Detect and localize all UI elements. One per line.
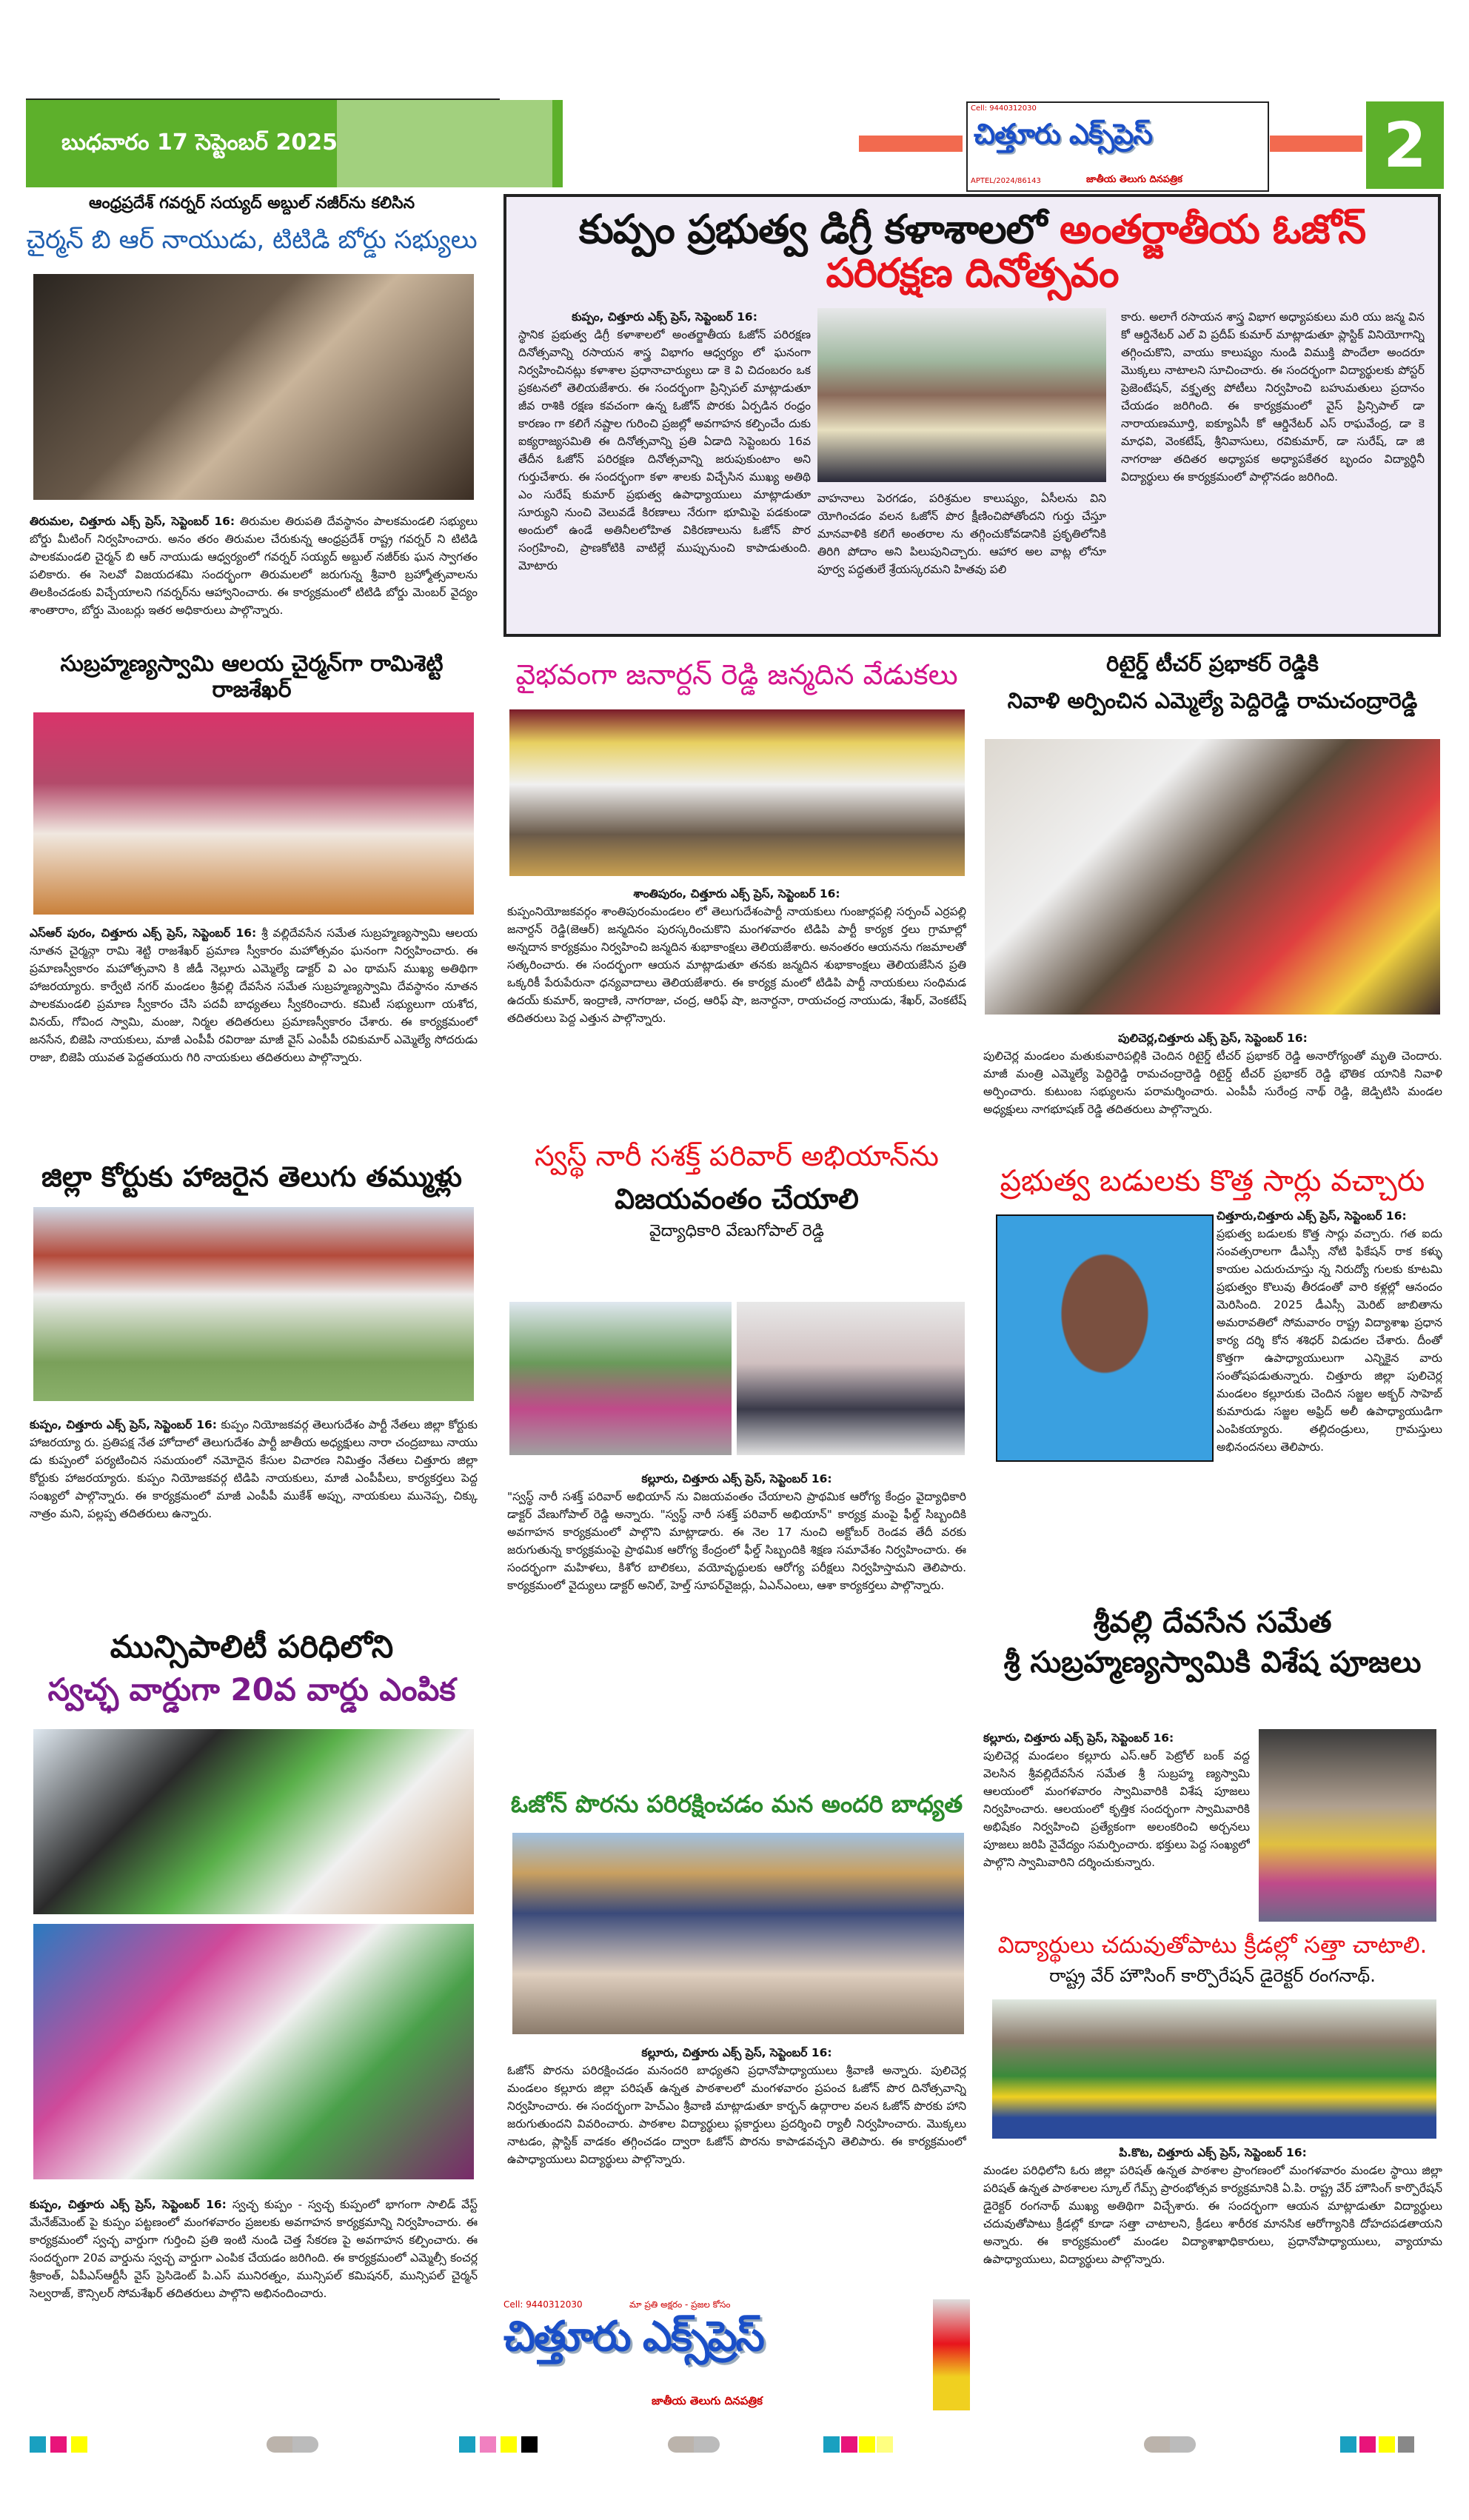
accent-bar-right — [1270, 136, 1362, 152]
puja-photo — [1259, 1729, 1436, 1922]
sports-body: మండల పరిధిలోని ఓరు జిల్లా పరిషత్ ఉన్నత పాఠశాల ప్రాంగణంలో మంగళవారం మండల స్థాయి జిల్లా పరిషత్ ఉన్నత పాఠశాలల స్కూల్ గేమ్స్ ప్రారంభోత్సవ కార్యక్రమానికి ఏ.పి. రాష్ట్ర వేర్ హౌసింగ్ కార్పొరేషన్ డైరెక్టర్ రంగనాథ్ ముఖ్య అతిథిగా విచ్చేశారు. ఈ సందర్భంగా ఆయన మాట్లాడుతూ విద్యార్థులు చదువుతోపాటు క్రీడల్లో కూడా సత్తా చాటాలని, క్రీడలు శారీరక మానసిక ఆరోగ్యానికి దోహదపడతాయని అన్నారు. ఈ కార్యక్రమంలో మండల విద్యాశాఖాధికారులు, ప్రధానోపాధ్యాయులు, వ్యాయామ ఉపాధ్యాయులు, విద్యార్థులు పాల్గొన్నారు. — [983, 2164, 1442, 2267]
governor-headline: చైర్మన్ బి ఆర్ నాయుడు, టిటిడి బోర్డు సభ్యులు — [26, 225, 478, 255]
sports-headline: విద్యార్థులు చదువుతోపాటు క్రీడల్లో సత్తా చాటాలి. — [997, 1932, 1428, 1959]
page-number: 2 — [1366, 101, 1444, 189]
sports-body-block — [983, 2144, 1442, 2418]
birthday-photo — [509, 709, 965, 876]
sports-subhead: రాష్ట్ర వేర్ హౌసింగ్ కార్పొరేషన్ డైరెక్టర్ రంగనాథ్. — [1049, 1965, 1376, 1986]
color-mark-magenta-2 — [841, 2436, 857, 2453]
teacher-tribute-byline: పులిచెర్ల,చిత్తూరు ఎక్స్ ప్రెస్, సెప్టెంబర్ 16: — [1118, 1032, 1308, 1045]
accent-bar-left — [859, 136, 963, 152]
court-byline: కుప్పం, చిత్తూరు ఎక్స్ ప్రెస్, సెప్టెంబర్ 16: — [30, 1418, 217, 1431]
lead-body-col1 — [518, 308, 811, 626]
date-banner — [26, 100, 563, 187]
court-body-block — [30, 1416, 478, 1623]
governor-article-body — [30, 512, 478, 649]
color-mark-pink — [480, 2436, 496, 2453]
birthday-body: కుప్పంనియోజకవర్గం శాంతిపురంమండలం లో తెలుగుదేశంపార్టీ నాయకులు గుంజార్లపల్లి సర్పంచ్ ఎర్రపల్లి జనార్దన్ రెడ్డి(జెఆర్) జన్మదినం పురస్కరించుకొని మంగళవారం టిడిపి పార్టీ కార్యక ర్తలు గ్రామాల్లో అన్నదాన కార్యక్రమం నిర్వహించి జన్మదిన శుభాకాంక్షలు తెలియజేశారు. అనంతరం ఆయనను గజమాలతో సత్కరించారు. ఈ సందర్భంగా ఆయన మాట్లాడుతూ తనకు జన్మదిన శుభాకాంక్షలు తెలియజేసిన ప్రతి ఒక్కరికీ పేరుపేరునా ధన్యవాదాలు తెలియజేశారు. ఈ కార్యక్ర మంలో టిడిపి పార్టీ నాయకులు సంధిమడ ఉదయ్ కుమార్, ఇంద్రాణి, నాగరాజు, చంద్ర, ఆరిఫ్ షా, జనార్దనా, రాయచంద్ర నాయుడు, శేఖర్, వెంకటేష్ తదితరులు పెద్ద ఎత్తున పాల్గొన్నారు. — [507, 905, 966, 1026]
teacher-tribute-photo — [985, 739, 1440, 1015]
color-mark-black — [521, 2436, 538, 2453]
sports-byline: పి.కొట, చిత్తూరు ఎక్స్ ప్రెస్, సెప్టెంబర్ 16: — [1119, 2146, 1307, 2159]
new-teachers-body: ప్రభుత్వ బడులకు కొత్త సార్లు వచ్చారు. గత ఐదు సంవత్సరాలగా డీఎస్సీ నోటి ఫికేషన్ రాక కళ్ళు కాయల ఎదురుచూస్తు న్న నిరుద్యో గులకు కూటమి ప్రభుత్వం కొలువు తీరడంతో వారి కళ్లల్లో ఆనందం మెరిసింది. 2025 డీఎస్సీ మెరిట్ జాబితాను అమరావతిలో సోమవారం రాష్ట్ర విద్యాశాఖ ప్రధాన కార్య దర్శి కోన శశిధర్ విడుదల చేశారు. దీంతో కొత్తగా ఉపాధ్యాయులుగా ఎన్నికైన వారు సంతోషపడుతున్నారు. చిత్తూరు జిల్లా పులిచెర్ల మండలం కల్లూరుకు చెందిన సజ్జల అక్బర్ సాహెబ్ కుమారుడు సజ్జల అఫ్రిద్ అలీ ఉపాధ్యాయుడిగా ఎంపికయ్యారు. తల్లిదండ్రులు, గ్రామస్తులు అభినందనలు తెలిపారు. — [1217, 1227, 1442, 1454]
women-health-photo-2 — [737, 1302, 965, 1455]
teacher-tribute-body: పులిచెర్ల మండలం మతుకువారిపల్లికి చెందిన రిటైర్డ్ టీచర్ ప్రభాకర్ రెడ్డి అనారోగ్యంతో మృతి చెందారు. మాజీ మంత్రి ఎమ్మెల్యే పెద్దిరెడ్డి రామచంద్రారెడ్డి రిటైర్డ్ టీచర్ ప్రభాకర్ రెడ్డి భౌతిక యానికి నివాళి అర్పించారు. కుటుంబ సభ్యులను పరామర్శించారు. ఎంపీపీ సురేంద్ర నాథ్ రెడ్డి, జెడ్పిటిసి మండల అధ్యక్షులు నాగభూషణ్ రెడ్డి తదితరులు పాల్గొన్నారు. — [983, 1049, 1442, 1117]
teacher-tribute-headline-1: రిటైర్డ్ టీచర్ ప్రభాకర్ రెడ్డికి — [1106, 651, 1319, 676]
color-mark-magenta-3 — [1359, 2436, 1376, 2453]
color-mark-cyan-3 — [823, 2436, 840, 2453]
governor-body: తిరుమల తిరుపతి దేవస్థానం పాలకమండలి సభ్యులు బోర్డు మీటింగ్ నిర్వహించారు. అనం తరం తిరుమల చేరుకున్న ఆంధ్రప్రదేశ్ రాష్ట్ర గవర్నర్ ని టిటిడి పాలకమండలి చైర్మన్ బి ఆర్ నాయుడు ఆధ్వర్యంలో గవర్నర్ సయ్యద్ అబ్దుల్ నజీర్‌కు ఘన స్వాగతం పలికారు. ఈ సెలవో విజయదశమి సందర్భంగా తిరుమలలో జరుగున్న శ్రీవారి బ్రహ్మోత్సవాలను తిలకించడంకు విచ్చేయాలని గవర్నర్‌ను ఆహ్వానించారు. ఈ కార్యక్రమంలో టిటిడి బోర్డు మెంబర్ వైద్యం శాంతారాం, బోర్డు మెంబర్లు ఇతర అధికారులు పాల్గొన్నారు. — [30, 515, 478, 618]
color-mark-cyan-2 — [459, 2436, 475, 2453]
footer-logo-phone: Cell: 9440312030 — [503, 2299, 583, 2310]
ward-headline-purple: స్వచ్ఛ వార్డుగా 20వ వార్డు ఎంపిక — [47, 1671, 456, 1708]
logo-phone: Cell: 9440312030 — [971, 104, 1037, 113]
lead-headline-black: కుప్పం ప్రభుత్వ డిగ్రీ కళాశాలలో — [578, 206, 1047, 253]
color-mark-magenta — [50, 2436, 67, 2453]
ward-byline: కుప్పం, చిత్తూరు ఎక్స్ ప్రెస్, సెప్టెంబర్ 16: — [30, 2198, 227, 2211]
footer-logo — [503, 2299, 970, 2410]
temple-chairman-body-block — [30, 924, 478, 1161]
lead-body-2: వాహనాలు పెరగడం, పరిశ్రమల కాలుష్యం, ఏసీలను విని యోగించడం వలన ఓజోన్ పొర క్షీణించిపోతోందని గుర్తు చేస్తూ మానవాళికి కలిగే అంతరాల ను తగ్గించుకోవడానికి ప్రకృతిలోనికి తిరిగి పోదాం అని పిలుపునిచ్చారు. ఆహార అల వాట్ల లోనూ పూర్వ పద్ధతులే శ్రేయస్కరమని హితవు పలి — [817, 492, 1106, 577]
new-teachers-headline: ప్రభుత్వ బడులకు కొత్త సార్లు వచ్చారు — [1000, 1164, 1425, 1198]
ozone-school-headline: ఓజోన్ పొరను పరిరక్షించడం మన అందరి బాధ్యత — [510, 1790, 963, 1818]
temple-chairman-body: శ్రీ వల్లిదేవసేన సమేత సుబ్రహ్మణ్యస్వామి ఆలయ నూతన చైర్మన్గా రామి శెట్టి రాజశేఖర్ ప్రమాణ స్వీకారం మహోత్సవం ఘనంగా నిర్వహించారు. ఈ ప్రమాణస్వీకారం మహోత్సవాని కి జీడీ నెల్లూరు ఎమ్మెల్యే డాక్టర్ వి ఎం థామస్ ముఖ్య అతిథిగా హాజరయ్యారు. కార్వేటి నగర్ మండలం శ్రీవల్లి దేవసేన సమేత సుబ్రహ్మణ్యస్వామి దేవస్థానం నూతన పాలకమండలి ప్రమాణ స్వీకారం చేసి పదవీ బాధ్యతలు స్వీకరించారు. కమిటీ సభ్యులుగా యశోద, వినయ్, గోవింద స్వామి, మంజు, నిర్మల తదితరులు ప్రమాణస్వీకారం చేశారు. ఈ కార్యక్రమంలో జనసేన, బిజెపి నాయకులు, మాజీ ఎంపీపీ రవిరాజు మాజీ వైస్ ఎంపీపీ రవికుమార్ ఎమ్మెల్యే సోదరుడు రాజా, బిజెపి యువత పెద్దతయురు గిరి నాయకులు తదితరులు పాల్గొన్నారు. — [30, 926, 478, 1065]
ozone-school-body-block — [507, 2044, 966, 2292]
new-teachers-body-block — [983, 1207, 1442, 1600]
ward-body: స్వచ్ఛ కుప్పం - స్వచ్ఛ కుప్పంలో భాగంగా సాలిడ్ వేస్ట్ మేనేజ్‌మెంట్ పై కుప్పం పట్టణంలో మంగళవారం ప్రజలకు అవగాహన కార్యక్రమాన్ని నిర్వహించారు. ఈ కార్యక్రమంలో స్వచ్ఛ వార్డుగా గుర్తించి ప్రతి ఇంటి నుండి చెత్త సేకరణ పై అవగాహన కల్పించారు. ఈ సందర్భంగా 20వ వార్డును స్వచ్ఛ వార్డుగా ఎంపిక చేయడం జరిగింది. ఈ కార్యక్రమంలో ఎమ్మెల్సీ కంచర్ల శ్రీకాంత్, ఏపీఎస్ఆర్టీసీ వైస్ ప్రెసిడెంట్ పి.ఎస్ మునిరత్నం, మున్సిపల్ కమిషనర్, మున్సిపల్ చైర్మన్ సెల్వరాజ్, కౌన్సిలర్ సోమశేఖర్ తదితరులు పాల్గొని అభినందించారు. — [30, 2198, 478, 2301]
women-health-headline-red: స్వస్థ్ నారీ సశక్త్ పరివార్ అభియాన్‌ను — [535, 1140, 939, 1172]
puja-body: పులిచెర్ల మండలం కల్లూరు ఎస్.ఆర్ పెట్రోల్ బంక్ వద్ద వెలసిన శ్రీవల్లిదేవసేన సమేత శ్రీ సుబ్రహ్మ ణ్యస్వామి ఆలయంలో మంగళవారం స్వామివారికి విశేష పూజలు నిర్వహించారు. ఆలయంలో కృత్తిక సందర్భంగా స్వామివారికి అభిషేకం నిర్వహించి ప్రత్యేకంగా అలంకరించి అర్చనలు పూజలు జరిపి నైవేద్యం సమర్పించారు. భక్తులు పెద్ద సంఖ్యలో పాల్గొని స్వామివారిని దర్శించుకున్నారు. — [983, 1749, 1250, 1870]
color-mark-cyan-4 — [1340, 2436, 1356, 2453]
teacher-tribute-headline-2: నివాళి అర్పించిన ఎమ్మెల్యే పెద్దిరెడ్డి రామచంద్రారెడ్డి — [1007, 688, 1418, 713]
teacher-tribute-body-block — [983, 1029, 1442, 1140]
court-headline: జిల్లా కోర్టుకు హాజరైన తెలుగు తమ్ముళ్లు — [41, 1160, 462, 1193]
temple-chairman-byline: ఎస్ఆర్ పురం, చిత్తూరు ఎక్స్ ప్రెస్, సెప్టెంబర్ 16: — [30, 926, 257, 940]
footer-logo-tagline: జాతీయ తెలుగు దినపత్రిక — [652, 2394, 763, 2407]
ward-body-block — [30, 2196, 478, 2418]
lead-body-3: కారు. అలాగే రసాయన శాస్త్ర విభాగ అధ్యాపకులు మరి యు జన్మ విన కో ఆర్డినేటర్ ఎల్ వి ప్రదీప్ కుమార్ మాట్లాడుతూ ప్లాస్టిక్ వినియోగాన్ని తగ్గించుకొని, వాయు కాలుష్యం నుండి విముక్తి పొందేలా అందరూ మొక్కలు నాటాలని సూచించారు. ఈ సందర్భంగా విద్యార్థులకు పోస్టర్ ప్రెజెంటేషన్, వక్తృత్వ పోటీలు నిర్వహించి బహుమతులు ప్రదానం చేయడం జరిగింది. ఈ కార్యక్రమంలో వైస్ ప్రిన్సిపాల్ డా నారాయణమూర్తి, ఐక్యూఏసీ కో ఆర్డినేటర్ ఎస్ రాఘవేంద్ర, డా కె మాధవి, వెంకటేష్, శ్రీనివాసులు, రవికుమార్, డా సురేష్, డా జి నాగరాజు తదితర అధ్యాపక అధ్యాపకేతర బృందం విద్యార్థినీ విద్యార్థులు ఈ కార్యక్రమంలో పాల్గొనడం జరిగింది. — [1121, 310, 1425, 484]
birthday-headline: వైభవంగా జనార్దన్ రెడ్డి జన్మదిన వేడుకలు — [515, 658, 958, 691]
puja-byline: కల్లూరు, చిత్తూరు ఎక్స్ ప్రెస్, సెప్టెంబర్ 16: — [983, 1731, 1174, 1745]
temple-chairman-headline: సుబ్రహ్మణ్యస్వామి ఆలయ చైర్మన్‌గా రామిశెట్టి రాజశేఖర్ — [60, 651, 444, 703]
women-health-byline: కల్లూరు, చిత్తూరు ఎక్స్ ప్రెస్, సెప్టెంబర్ 16: — [641, 1472, 832, 1485]
birthday-body-block — [507, 885, 966, 1126]
logo-name: చిత్తూరు ఎక్స్‌ప్రెస్ — [974, 118, 1152, 150]
color-mark-gray — [1398, 2436, 1414, 2453]
footer-logo-badge — [933, 2299, 970, 2410]
color-mark-cyan — [30, 2436, 46, 2453]
ozone-school-body: ఓజోన్ పొరను పరిరక్షించడం మనందరి బాధ్యతని ప్రధానోపాధ్యాయులు శ్రీవాణి అన్నారు. పులిచెర్ల మండలం కల్లూరు జిల్లా పరిషత్ ఉన్నత పాఠశాలలో మంగళవారం ప్రపంచ ఓజోన్ పొర దినోత్సవాన్ని నిర్వహించారు. ఈ సందర్భంగా హెచ్ఎం శ్రీవాణి మాట్లాడుతూ కార్బన్ ఉద్గారాల వలన ఓజోన్ పొరకు హాని జరుగుతుందని వివరించారు. పాఠశాల విద్యార్థులు ప్లకార్డులు ప్రదర్శించి ర్యాలీ నిర్వహించారు. మొక్కలు నాటడం, ప్లాస్టిక్ వాడకం తగ్గించడం ద్వారా ఓజోన్ పొరను కాపాడవచ్చని తెలిపారు. ఈ కార్యక్రమంలో ఉపాధ్యాయులు విద్యార్థులు పాల్గొన్నారు. — [507, 2064, 966, 2167]
puja-headline-1: శ్రీవల్లి దేవసేన సమేత — [1093, 1605, 1332, 1640]
puja-body-block — [983, 1729, 1250, 1925]
registration-mark-right — [1144, 2436, 1196, 2453]
date-banner-fill — [337, 100, 563, 187]
puja-headline-2: శ్రీ సుబ్రహ్మణ్యస్వామికి విశేష పూజలు — [1003, 1645, 1422, 1680]
ward-photo-1 — [33, 1729, 474, 1914]
birthday-byline: శాంతిపురం, చిత్తూరు ఎక్స్ ప్రెస్, సెప్టెంబర్ 16: — [633, 887, 840, 900]
court-photo — [33, 1207, 474, 1401]
governor-photo — [33, 274, 474, 500]
sports-photo — [992, 1999, 1436, 2139]
ozone-school-photo — [512, 1833, 964, 2034]
court-body: కుప్పం నియోజకవర్గ తెలుగుదేశం పార్టీ నేతలు జిల్లా కోర్టుకు హాజరయ్యా రు. ప్రతిపక్ష నేత హోదాలో తెలుగుదేశం పార్టీ జాతీయ అధ్యక్షులు నారా చంద్రబాబు నాయు డు కుప్పంలో పర్యటించిన సమయంలో నమోదైన కేసుల విచారణ నిమిత్తం నేతలు చిత్తూరు జిల్లా కోర్టుకు హాజరయ్యారు. కుప్పం నియోజకవర్గ టిడిపి నాయకులు, మాజీ ఎంపీపీలు, కార్యకర్తలు పెద్ద సంఖ్యలో పాల్గొన్నారు. ఈ కార్యక్రమంలో మాజీ ఎంపీపీ ముకేశ్ అప్పు, నాయకులు మునెప్ప, చిక్కు నాత్రం మని, పల్లప్ప తదితరులు ఉన్నారు. — [30, 1418, 478, 1521]
footer-logo-name: చిత్తూరు ఎక్స్‌ప్రెస్ — [503, 2313, 763, 2361]
women-health-body: "స్వస్థ్ నారీ సశక్త్ పరివార్ అభియాన్ ను విజయవంతం చేయాలని ప్రాథమిక ఆరోగ్య కేంద్రం వైద్యాధికారి డాక్టర్ వేణుగోపాల్ రెడ్డి అన్నారు. "స్వస్థ్ నారీ సశక్త్ పరివార్ అభియాన్" కార్యక్ర మంపై ఫీల్డ్ సిబ్బందికి అవగాహన కార్యక్రమంలో పాల్గొని మాట్లాడారు. ఈ నెల 17 నుంచి అక్టోబర్ రెండవ తేదీ వరకు జరుగుతున్న కార్యక్రమంపై ప్రాథమిక ఆరోగ్య కేంద్రంలో ఫీల్డ్ సిబ్బందికి శిక్షణ సమావేశం నిర్వహించారు. ఈ సందర్భంగా మహిళలు, కిశోర బాలికలు, వయోవృద్ధులకు ఆరోగ్య పరీక్షలు నిర్వహిస్తామని తెలిపారు. కార్యక్రమంలో వైద్యులు డాక్టర్ అనిల్, హెల్త్ సూపర్‌వైజర్లు, ఏఎన్ఎంలు, ఆశా కార్యకర్తలు పాల్గొన్నారు. — [507, 1490, 966, 1593]
lead-photo — [817, 308, 1106, 482]
governor-kicker: ఆంధ్రప్రదేశ్ గవర్నర్ సయ్యద్ అబ్దుల్ నజీర్‌ను కలిసిన — [88, 194, 415, 213]
footer-logo-slogan: మా ప్రతి అక్షరం - ప్రజల కోసం — [629, 2299, 731, 2310]
issue-date: బుధవారం 17 సెప్టెంబర్ 2025 — [61, 130, 338, 156]
color-mark-yellow-3 — [859, 2436, 875, 2453]
lead-body-1: స్థానిక ప్రభుత్వ డిగ్రీ కళాశాలలో అంతర్జాతీయ ఓజోన్ పరిరక్షణ దినోత్సవాన్ని రసాయన శాస్త్ర విభాగం ఆధ్వర్యం లో ఘనంగా నిర్వహించినట్లు కళాశాల ప్రధానాచార్యులు డా కె వి చిదంబరం ఒక ప్రకటనలో తెలియజేశారు. ఈ సందర్భంగా ప్రిన్సిపల్ మాట్లాడుతూ జీవ రాశికి రక్షణ కవచంగా ఉన్న ఓజోన్ పొరకు ఏర్పడిన రంధ్రం కారణం గా కలిగే నష్టాల గురించి ప్రజల్లో అవగాహన కల్పించేం దుకు ఐక్యరాజ్యసమితి ఈ దినోత్సవాన్ని ప్రతి ఏడాది సెప్టెంబరు 16వ తేదీన ఓజోన్ పరిరక్షణ దినోత్సవాన్ని జరుపుకుంటాం అని గుర్తుచేశారు. ఈ సందర్భంగా కళా శాలకు విచ్చేసిన ముఖ్య అతిథి ఎం సురేష్ కుమార్ ప్రభుత్వ ఉపాధ్యాయులు మాట్లాడుతూ సూర్యుని నుంచి వెలువడే కిరణాలు నేరుగా భూమిపై పడకుండా అందులో ఉండే అతినీలలోహిత వికిరణాలును ఓజోన్ పొర సంగ్రహించి, ప్రాణకోటికి వాటిల్లే ముప్పునుంచి కాపాడుతుంది. మోటారు — [518, 328, 811, 573]
color-mark-yellow — [71, 2436, 87, 2453]
women-health-photo-1 — [509, 1302, 732, 1455]
color-mark-light-yellow — [877, 2436, 893, 2453]
color-mark-yellow-2 — [501, 2436, 517, 2453]
temple-chairman-photo — [33, 712, 474, 915]
women-health-subhead: వైద్యాధికారి వేణుగోపాల్ రెడ్డి — [649, 1222, 824, 1240]
lead-headline — [514, 207, 1430, 295]
lead-headline-red: అంతర్జాతీయ ఓజోన్ పరిరక్షణ దినోత్సవం — [826, 206, 1366, 297]
women-health-headline-black: విజయవంతం చేయాలి — [615, 1183, 859, 1215]
logo-tagline: జాతీయ తెలుగు దినపత్రిక — [1086, 174, 1182, 185]
ward-headline-black: మున్సిపాలిటీ పరిధిలోని — [110, 1628, 394, 1665]
lead-byline: కుప్పం, చిత్తూరు ఎక్స్ ప్రెస్, సెప్టెంబర్ 16: — [572, 310, 757, 324]
lead-story-box — [503, 194, 1441, 637]
women-health-body-block — [507, 1470, 966, 1755]
color-mark-yellow-4 — [1379, 2436, 1395, 2453]
logo-reg: APTEL/2024/86143 — [971, 177, 1041, 185]
masthead-logo — [966, 101, 1269, 192]
governor-byline: తిరుమల, చిత్తూరు ఎక్స్ ప్రెస్, సెప్టెంబర్ 16: — [30, 515, 235, 528]
ward-photo-2 — [33, 1924, 474, 2179]
registration-mark-center — [668, 2436, 720, 2453]
new-teachers-byline: చిత్తూరు,చిత్తూరు ఎక్స్ ప్రెస్, సెప్టెంబర్ 16: — [1217, 1209, 1407, 1223]
registration-mark-left — [267, 2436, 318, 2453]
ozone-school-byline: కల్లూరు, చిత్తూరు ఎక్స్ ప్రెస్, సెప్టెంబర్ 16: — [641, 2046, 832, 2059]
